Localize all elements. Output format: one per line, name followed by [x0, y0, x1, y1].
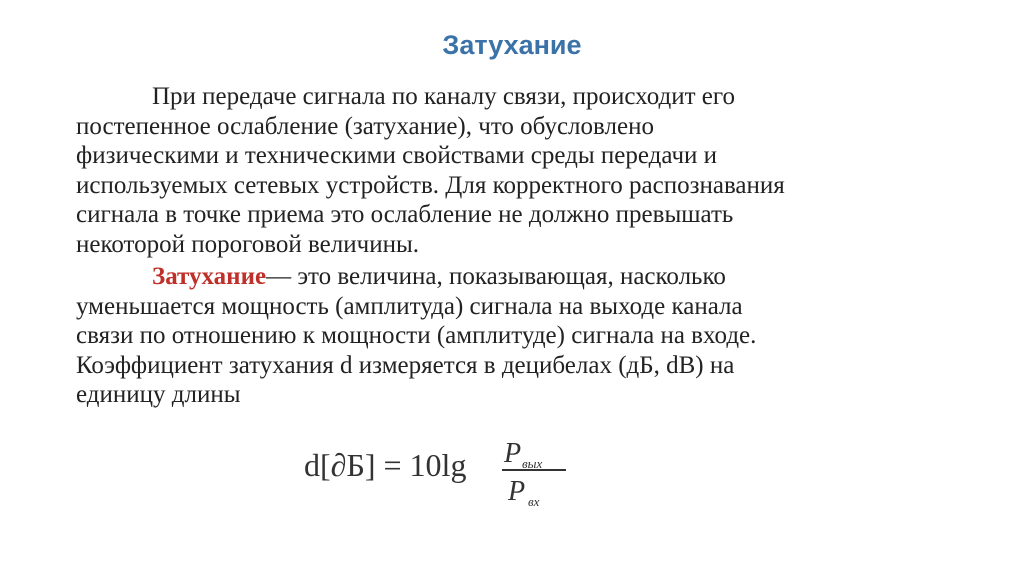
paragraph-line: Коэффициент затухания d измеряется в децибелах (дБ, dB) на — [76, 351, 735, 379]
paragraph-line: сигнала в точке приема это ослабление не должно превышать — [76, 201, 734, 228]
paragraph-intro — [76, 82, 956, 259]
paragraph-line — [76, 82, 956, 112]
formula-numerator: P — [504, 438, 522, 469]
paragraph-line-text: — это величина, показывающая, насколько — [266, 263, 726, 290]
paragraph-line: физическими и техническими свойствами среды передачи и — [76, 142, 718, 169]
paragraph-line: уменьшается мощность (амплитуда) сигнала на выходе канала — [76, 292, 743, 320]
paragraph-line: единицу длины — [76, 381, 241, 408]
slide-title: Затухание — [442, 30, 582, 60]
paragraph-line: связи по отношению к мощности (амплитуде) сигнала на входе. — [76, 322, 757, 349]
paragraph-definition — [76, 262, 956, 410]
formula-denominator: P — [508, 476, 526, 507]
paragraph-line: некоторой пороговой величины. — [76, 230, 420, 258]
formula-denominator-subscript: вх — [528, 494, 540, 509]
paragraph-line-text: При передаче сигнала по каналу связи, происходит его — [152, 83, 735, 110]
formula-numerator-subscript: вых — [522, 456, 543, 471]
highlighted-term: Затухание — [152, 263, 267, 290]
attenuation-formula — [298, 418, 578, 518]
paragraph-line: используемых сетевых устройств. Для корректного распознавания — [76, 171, 785, 199]
paragraph-line: постепенное ослабление (затухание), что обусловлено — [76, 112, 654, 140]
paragraph-line — [76, 262, 956, 292]
formula-lhs: d[∂Б] = 10lg — [304, 447, 467, 483]
